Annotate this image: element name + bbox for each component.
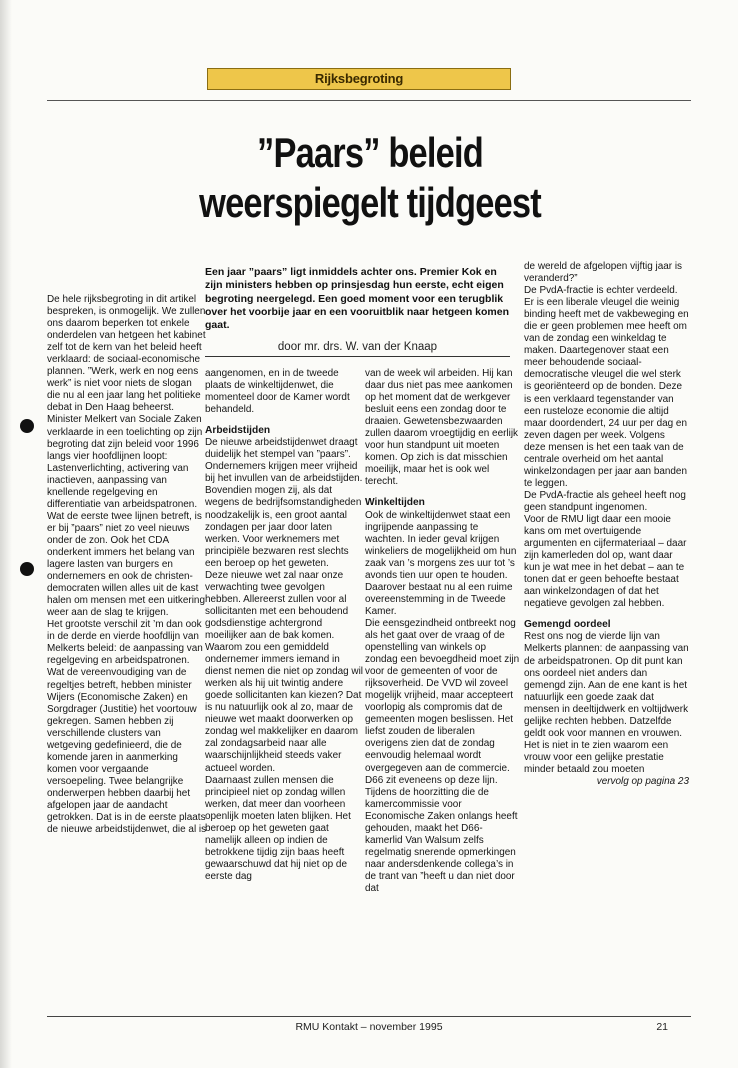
- subheading-winkeltijden: Winkeltijden: [365, 497, 425, 509]
- binder-hole-mark: [20, 562, 34, 576]
- page-number: 21: [656, 1021, 668, 1033]
- paragraph: Voor de RMU ligt daar een mooie kans om met overtuigende argumenten en cijfermateriaal – daar zijn kamerleden dol op, want daar kun je wat mee in het debat – aan te tonen dat er geen behoefte bestaat aan winkelzondagen of dat het negatieve gevolgen zal hebben.: [524, 513, 687, 610]
- footer-publication: RMU Kontakt – november 1995: [295, 1021, 443, 1033]
- paragraph: Minister Melkert van Sociale Zaken verklaarde in een toelichting op zijn begroting dat zijn beleid voor 1996 langs vier hoofdlijnen loopt: Lastenverlichting, activering van inactieven, aanpassing van knellende regelgeving en differentiatie van arbeidspatronen. Wat de eerste twee lijnen betreft, is er bij ”paars” niet zo veel nieuws onder de zon. Ook het CDA onderkent immers het belang van lagere lasten van burgers en ondernemers en ook de christen-democraten willen alles uit de kast halen om mensen met een uitkering weer aan de slag te krijgen.: [47, 414, 205, 619]
- paragraph: Rest ons nog de vierde lijn van Melkerts plannen: de aanpassing van de arbeidspatronen. Op dit punt kan ons oordeel niet anders dan gemengd zijn. Aan de ene kant is het natuurlijk een goede zaak dat mensen in deeltijdwerk en voltijdwerk gelijke rechten hebben. Datzelfde geldt ook voor mannen en vrouwen. Het is niet in te zien waarom een vrouw voor een gelijke prestatie minder betaald zou moeten: [524, 631, 689, 775]
- title-line-2: weerspiegelt tijdgeest: [199, 179, 541, 226]
- footer-rule: [47, 1016, 691, 1017]
- paragraph: Ook de winkeltijdenwet staat een ingrijpende aanpassing te wachten. In ieder geval krijgen winkeliers de mogelijkheid om hun zaak van ’s morgens zes uur tot ’s avonds tien uur open te houden. Daarover bestaat nu al een ruime overeenstemming in de Tweede Kamer.: [365, 509, 517, 617]
- column-2: [205, 368, 363, 883]
- paragraph: Het grootste verschil zit ’m dan ook in de derde en vierde hoofdlijn van Melkerts beleid: de aanpassing van regelgeving en arbeidspatronen. Wat de vereenvoudiging van de regeltjes betreft, hebben minister Wijers (Economische Zaken) en Sorgdrager (Justitie) het voortouw gekregen. Samen hebben zij verschillende clusters van wetgeving gedefinieerd, die de komende jaren in aanmerking komen voor vergaande versoepeling. Twee belangrijke onderwerpen hebben daarbij het afgelopen jaar de aandacht getrokken. Dat is in de eerste plaats de nieuwe arbeidstijdenwet, die al is: [47, 619, 207, 836]
- title-line-1: ”Paars” beleid: [257, 129, 483, 176]
- header-rule: [47, 100, 691, 101]
- continued-note: vervolg op pagina 23: [596, 775, 689, 787]
- byline: door mr. drs. W. van der Knaap: [277, 341, 438, 353]
- binder-hole-mark: [20, 419, 34, 433]
- subheading-arbeidstijden: Arbeidstijden: [205, 425, 271, 437]
- paragraph: Daarnaast zullen mensen die principieel niet op zondag willen werken, dat meer dan voorheen openlijk moeten laten blijken. Het beroep op het geweten gaat namelijk alleen op indien de betrokkene tijdig zijn baas heeft gewaarschuwd dat hij niet op de eerste dag: [205, 774, 351, 882]
- paragraph: De PvdA-fractie is echter verdeeld. Er is een liberale vleugel die weinig binding heeft met de vakbeweging en die er geen problemen mee heeft om van de zondag een winkeldag te maken. Daartegenover staat een meer behoudende sociaal-democratische vleugel die wel sterk is georiënteerd op de bonden. Deze is een verklaard tegenstander van een rusteloze economie die altijd maar doordendert, 24 uur per dag en zeven dagen per week. Volgens deze mensen is het een taak van de centrale overheid om het aantal winkelzondagen per jaar aan banden te leggen.: [524, 285, 689, 489]
- paragraph: aangenomen, en in de tweede plaats de winkeltijdenwet, die momenteel door de Kamer wordt behandeld.: [205, 368, 350, 416]
- byline-rule: [205, 356, 510, 357]
- column-3: [365, 368, 520, 895]
- paragraph: De hele rijksbegroting in dit artikel bespreken, is onmogelijk. We zullen ons daarom beperken tot enkele onderdelen van hetgeen het kabinet zelf tot de kern van het beleid heeft verklaard: de sociaal-economische plannen. ”Werk, werk en nog eens werk” is niet voor niets de slogan die nu al een jaar lang het politieke debat in Den Haag beheerst.: [47, 294, 206, 414]
- article-title: [99, 128, 640, 228]
- paragraph: Die eensgezindheid ontbreekt nog als het gaat over de vraag of de openstelling van winkels op zondag een bevoegdheid moet zijn voor de gemeenten of voor de rijksoverheid. De VVD wil zoveel mogelijk vrijheid, maar accepteert voorlopig als compromis dat de gemeenten mogen beslissen. Het liefst zouden de liberalen overigens zien dat de zondag eenvoudig helemaal wordt overgegeven aan de commercie. D66 zit eveneens op deze lijn. Tijdens de hoorzitting die de kamercommissie voor Economische Zaken onlangs heeft gehouden, maakt het D66-kamerlid Van Walsum zelfs regelmatig snerende opmerkingen naar andersdenkende collega’s in de trant van ”heeft u dan niet door dat: [365, 617, 520, 894]
- paragraph: De nieuwe arbeidstijdenwet draagt duidelijk het stempel van ”paars”. Ondernemers krijgen meer vrijheid bij het invullen van de arbeidstijden. Bovendien mogen zij, als dat wegens de bedrijfsomstandigheden noodzakelijk is, een groot aantal zondagen per jaar door laten werken. Voor werknemers met principiële bezwaren rest slechts een beroep op het geweten.: [205, 437, 363, 569]
- subheading-gemengd-oordeel: Gemengd oordeel: [524, 619, 611, 631]
- paragraph: De PvdA-fractie als geheel heeft nog geen standpunt ingenomen.: [524, 489, 686, 513]
- page-edge-shadow: [0, 0, 12, 1068]
- column-4: [524, 261, 689, 788]
- paragraph: van de week wil arbeiden. Hij kan daar dus niet pas mee aankomen op het moment dat de werkgever besluit eens een zondag door te draaien. Gewetensbezwaarden zullen daarom vroegtijdig en eerlijk voor hun standpunt uit moeten komen. Op zich is dat misschien moeilijk, maar het is ook wel terecht.: [365, 368, 519, 488]
- paragraph: de wereld de afgelopen vijftig jaar is veranderd?”: [524, 261, 682, 285]
- article-lead: Een jaar ”paars” ligt inmiddels achter ons. Premier Kok en zijn ministers hebben op prinsjesdag hun eerste, echt eigen begroting neergelegd. Een goed moment voor een terugblik over het voorbije jaar en een vooruitblik naar hetgeen komen gaat.: [205, 266, 510, 332]
- section-label: Rijksbegroting: [207, 68, 511, 90]
- paragraph: Deze nieuwe wet zal naar onze verwachting twee gevolgen hebben. Allereerst zullen voor al sollicitanten met een behoudend godsdienstige achtergrond moeilijker aan de bak komen. Waarom zou een gemiddeld ondernemer immers iemand in dienst nemen die niet op zondag wil werken als hij uit twintig andere goede sollicitanten kan kiezen? Dat is nu natuurlijk ook al zo, maar de nieuwe wet maakt doorwerken op zondag wel makkelijker en daarom zal zondagsarbeid naar alle waarschijnlijkheid steeds vaker actueel worden.: [205, 569, 364, 774]
- column-1: [47, 294, 207, 836]
